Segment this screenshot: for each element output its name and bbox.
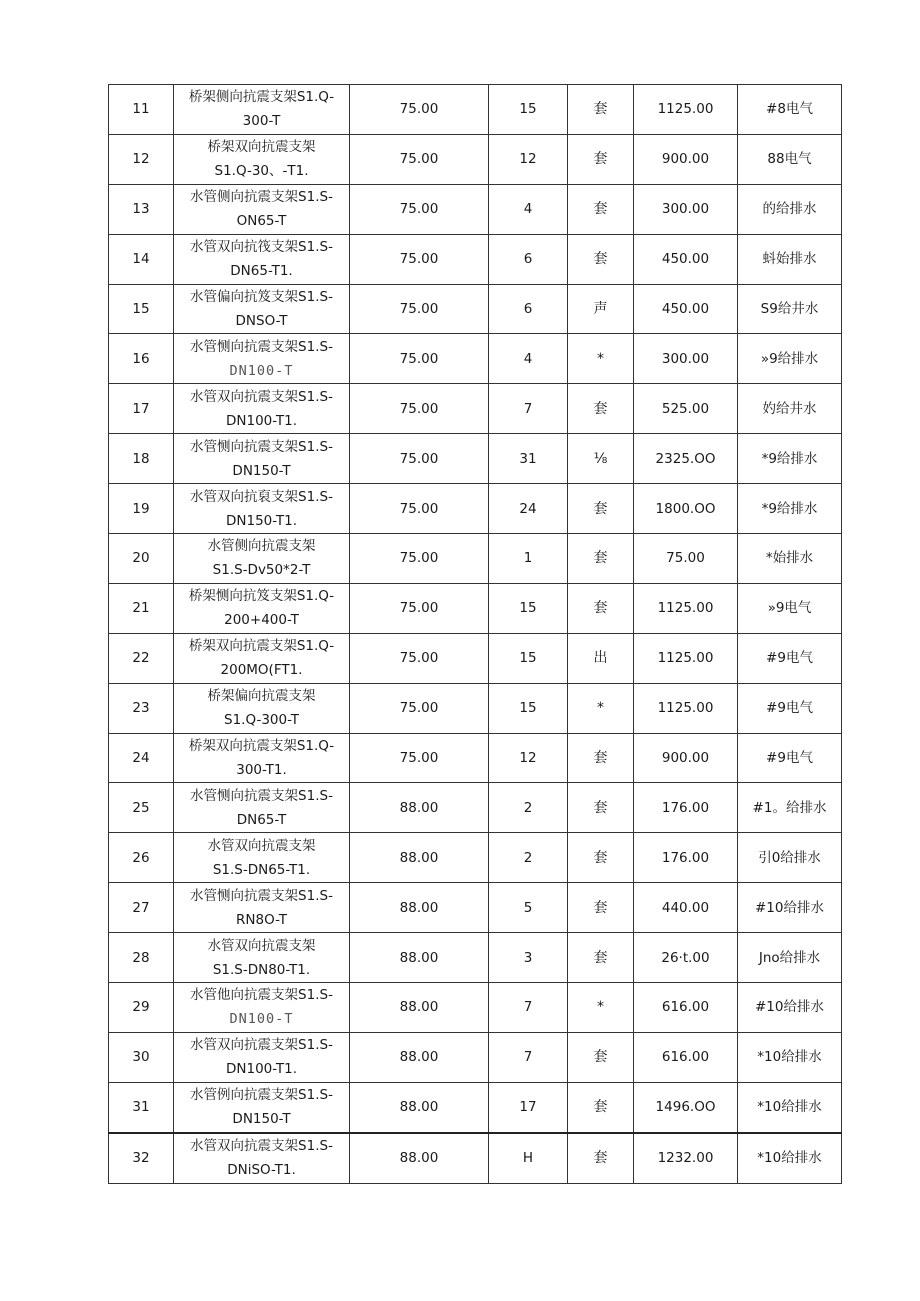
unit-price-cell: 75.00 xyxy=(350,633,489,683)
unit-price-cell: 75.00 xyxy=(350,484,489,534)
row-number-cell: 25 xyxy=(109,783,174,833)
item-name-cell xyxy=(174,633,350,683)
category-cell: #10给排水 xyxy=(738,883,842,933)
item-name-line1: 桥架双向抗震支架S1.Q- xyxy=(188,738,335,755)
item-name-cell xyxy=(174,883,350,933)
quantity-cell: 15 xyxy=(489,633,568,683)
category-cell: 引0给排水 xyxy=(738,833,842,883)
row-number-cell: 11 xyxy=(109,85,174,135)
item-name-cell xyxy=(174,534,350,584)
table-row xyxy=(109,1082,842,1132)
unit-price-cell: 88.00 xyxy=(350,783,489,833)
amount-cell: 26·t.00 xyxy=(634,933,738,983)
item-name-cell xyxy=(174,1133,350,1183)
quantity-cell: 6 xyxy=(489,234,568,284)
item-name-line2: DNiSO-T1. xyxy=(227,1162,296,1179)
unit-price-cell: 88.00 xyxy=(350,883,489,933)
quantity-cell: 4 xyxy=(489,184,568,234)
amount-cell: 900.00 xyxy=(634,733,738,783)
amount-cell: 2325.OO xyxy=(634,434,738,484)
item-name-line2: DN65-T1. xyxy=(230,263,293,280)
unit-price-cell: 75.00 xyxy=(350,85,489,135)
item-name-cell xyxy=(174,983,350,1033)
item-name-line1: 水管侧向抗震支架 xyxy=(207,538,316,555)
table-row xyxy=(109,284,842,334)
category-cell: 蚪始排水 xyxy=(738,234,842,284)
unit-cell: 套 xyxy=(568,1133,634,1183)
category-cell: *9给排水 xyxy=(738,434,842,484)
row-number-cell: 18 xyxy=(109,434,174,484)
unit-cell: 套 xyxy=(568,234,634,284)
item-name-line1: 水管恻向抗震支架S1.S- xyxy=(190,438,333,455)
unit-price-cell: 75.00 xyxy=(350,434,489,484)
amount-cell: 176.00 xyxy=(634,783,738,833)
amount-cell: 450.00 xyxy=(634,234,738,284)
item-name-line1: 水管偏向抗笈支架S1.S- xyxy=(190,289,333,305)
row-number-cell: 16 xyxy=(109,334,174,384)
row-number-cell: 32 xyxy=(109,1133,174,1183)
row-number-cell: 13 xyxy=(109,184,174,234)
row-number-cell: 27 xyxy=(109,883,174,933)
category-cell: *9给排水 xyxy=(738,484,842,534)
unit-price-cell: 88.00 xyxy=(350,1133,489,1183)
item-name-line2: DN150-T1. xyxy=(225,512,298,529)
category-cell: #1。给排水 xyxy=(738,783,842,833)
category-cell: *10给排水 xyxy=(738,1133,842,1183)
table-row xyxy=(109,534,842,584)
unit-cell: * xyxy=(568,334,634,384)
unit-cell: 套 xyxy=(568,933,634,983)
amount-cell: 616.00 xyxy=(634,983,738,1033)
unit-cell: 套 xyxy=(568,534,634,584)
amount-cell: 1232.00 xyxy=(634,1133,738,1183)
item-name-line2: ON65-T xyxy=(236,213,287,230)
table-row xyxy=(109,85,842,135)
unit-cell: 套 xyxy=(568,484,634,534)
item-name-line1: 水管双向抗裒支架S1.S- xyxy=(190,488,333,505)
table-row xyxy=(109,1032,842,1082)
item-name-cell xyxy=(174,1082,350,1132)
amount-cell: 1125.00 xyxy=(634,633,738,683)
unit-cell: 套 xyxy=(568,1082,634,1132)
quantity-cell: 12 xyxy=(489,733,568,783)
item-name-line1: 水管恻向抗震支架S1.S- xyxy=(190,887,333,904)
row-number-cell: 20 xyxy=(109,534,174,584)
item-name-line2: DN100-T1. xyxy=(225,1061,298,1078)
item-name-line1: 水管恻向抗震支架S1.S- xyxy=(190,338,333,355)
table-row xyxy=(109,484,842,534)
amount-cell: 300.00 xyxy=(634,184,738,234)
item-name-cell xyxy=(174,384,350,434)
amount-cell: 1800.OO xyxy=(634,484,738,534)
amount-cell: 176.00 xyxy=(634,833,738,883)
item-name-cell xyxy=(174,1032,350,1082)
item-name-line1: 水管他向抗震支架S1.S- xyxy=(190,987,333,1004)
table-row xyxy=(109,683,842,733)
item-name-cell xyxy=(174,733,350,783)
item-name-line2: RN8O-T xyxy=(236,911,287,928)
unit-price-cell: 88.00 xyxy=(350,933,489,983)
quantity-cell: 12 xyxy=(489,134,568,184)
table-row xyxy=(109,234,842,284)
unit-price-cell: 88.00 xyxy=(350,1082,489,1132)
table-row xyxy=(109,783,842,833)
table-row xyxy=(109,384,842,434)
unit-price-cell: 75.00 xyxy=(350,384,489,434)
unit-price-cell: 88.00 xyxy=(350,833,489,883)
unit-cell: 套 xyxy=(568,384,634,434)
amount-cell: 75.00 xyxy=(634,534,738,584)
unit-price-cell: 75.00 xyxy=(350,234,489,284)
row-number-cell: 28 xyxy=(109,933,174,983)
row-number-cell: 21 xyxy=(109,583,174,633)
category-cell: *10给排水 xyxy=(738,1082,842,1132)
unit-cell: 套 xyxy=(568,184,634,234)
item-name-cell xyxy=(174,833,350,883)
item-name-line1: 水管例向抗震支架S1.S- xyxy=(190,1087,333,1104)
item-name-line2: 200MO(FT1. xyxy=(220,662,303,679)
item-name-cell xyxy=(174,334,350,384)
item-name-cell xyxy=(174,783,350,833)
row-number-cell: 29 xyxy=(109,983,174,1033)
category-cell: Jno给排水 xyxy=(738,933,842,983)
item-name-cell xyxy=(174,683,350,733)
item-name-cell xyxy=(174,85,350,135)
unit-price-cell: 75.00 xyxy=(350,284,489,334)
quantity-cell: 24 xyxy=(489,484,568,534)
item-name-line1: 桥架恻向抗笈支架S1.Q- xyxy=(188,588,335,605)
row-number-cell: 26 xyxy=(109,833,174,883)
table-row xyxy=(109,883,842,933)
unit-cell: 套 xyxy=(568,833,634,883)
unit-price-cell: 75.00 xyxy=(350,134,489,184)
item-name-line1: 水管双向抗震支架 xyxy=(207,837,316,854)
quantity-cell: 15 xyxy=(489,583,568,633)
amount-cell: 616.00 xyxy=(634,1032,738,1082)
table-row xyxy=(109,933,842,983)
item-name-line1: 水管双向抗震支架S1.S- xyxy=(190,1037,333,1054)
category-cell: #10给排水 xyxy=(738,983,842,1033)
table-row xyxy=(109,833,842,883)
row-number-cell: 30 xyxy=(109,1032,174,1082)
amount-cell: 440.00 xyxy=(634,883,738,933)
unit-price-cell: 88.00 xyxy=(350,1032,489,1082)
category-cell: 妁给井水 xyxy=(738,384,842,434)
category-cell: #9电气 xyxy=(738,683,842,733)
item-name-cell xyxy=(174,484,350,534)
item-name-cell xyxy=(174,933,350,983)
table-row xyxy=(109,184,842,234)
table-row xyxy=(109,633,842,683)
item-name-line2: 300-T xyxy=(242,113,281,130)
row-number-cell: 19 xyxy=(109,484,174,534)
item-name-line1: 桥架偏向抗震支架 xyxy=(207,688,316,705)
amount-cell: 1125.00 xyxy=(634,85,738,135)
table-row xyxy=(109,983,842,1033)
item-name-line2: S1.Q-300-T xyxy=(224,712,299,729)
unit-cell: 套 xyxy=(568,883,634,933)
unit-cell: 套 xyxy=(568,134,634,184)
unit-cell: 套 xyxy=(568,1032,634,1082)
amount-cell: 525.00 xyxy=(634,384,738,434)
amount-cell: 300.00 xyxy=(634,334,738,384)
item-name-line2: 200+400-T xyxy=(224,612,299,629)
quantity-cell: 15 xyxy=(489,683,568,733)
quantity-cell: 3 xyxy=(489,933,568,983)
category-cell: *10给排水 xyxy=(738,1032,842,1082)
unit-price-cell: 88.00 xyxy=(350,983,489,1033)
category-cell: #9电气 xyxy=(738,733,842,783)
item-name-line1: 水管双向抗震支架S1.S- xyxy=(190,1138,333,1155)
unit-cell: 套 xyxy=(568,583,634,633)
unit-price-cell: 75.00 xyxy=(350,334,489,384)
item-name-line2: DN65-T xyxy=(236,811,287,828)
table-row xyxy=(109,733,842,783)
category-cell: 88电气 xyxy=(738,134,842,184)
row-number-cell: 23 xyxy=(109,683,174,733)
item-name-line2: DN150-T xyxy=(232,1111,291,1128)
quantity-cell: 1 xyxy=(489,534,568,584)
unit-cell: ⅛ xyxy=(568,434,634,484)
unit-cell: 出 xyxy=(568,633,634,683)
amount-cell: 1125.00 xyxy=(634,683,738,733)
category-cell: #8电气 xyxy=(738,85,842,135)
row-number-cell: 22 xyxy=(109,633,174,683)
item-name-line2: DN150-T xyxy=(232,462,291,479)
unit-cell: 套 xyxy=(568,733,634,783)
row-number-cell: 24 xyxy=(109,733,174,783)
category-cell: »9给排水 xyxy=(738,334,842,384)
amount-cell: 1496.OO xyxy=(634,1082,738,1132)
unit-cell: * xyxy=(568,983,634,1033)
table-row xyxy=(109,334,842,384)
row-number-cell: 14 xyxy=(109,234,174,284)
category-cell: *始排水 xyxy=(738,534,842,584)
item-name-line2: DNSO-T xyxy=(235,313,288,329)
item-name-cell xyxy=(174,134,350,184)
table-row xyxy=(109,1133,842,1183)
quantity-cell: 4 xyxy=(489,334,568,384)
amount-cell: 450.00 xyxy=(634,284,738,334)
quantity-cell: 2 xyxy=(489,833,568,883)
item-name-cell xyxy=(174,184,350,234)
item-name-line2: S1.S-Dv50*2-T xyxy=(212,562,311,579)
item-name-line1: 水管双向抗震支架 xyxy=(207,937,316,954)
table-row xyxy=(109,583,842,633)
unit-price-cell: 75.00 xyxy=(350,534,489,584)
item-name-line2: 300-T1. xyxy=(236,762,287,779)
item-name-cell xyxy=(174,434,350,484)
category-cell: »9电气 xyxy=(738,583,842,633)
unit-price-cell: 75.00 xyxy=(350,733,489,783)
row-number-cell: 15 xyxy=(109,284,174,334)
item-name-cell xyxy=(174,284,350,334)
category-cell: S9给井水 xyxy=(738,284,842,334)
table-row xyxy=(109,134,842,184)
category-cell: 的给排水 xyxy=(738,184,842,234)
unit-cell: 套 xyxy=(568,783,634,833)
row-number-cell: 12 xyxy=(109,134,174,184)
item-name-line1: 水管双向抗震支架S1.S- xyxy=(190,388,333,405)
item-name-line1: 桥架双向抗震支架S1.Q- xyxy=(188,638,335,655)
item-name-cell xyxy=(174,583,350,633)
item-name-line2: S1.S-DN65-T1. xyxy=(212,861,311,878)
quantity-cell: 5 xyxy=(489,883,568,933)
quantity-cell: 17 xyxy=(489,1082,568,1132)
unit-price-cell: 75.00 xyxy=(350,583,489,633)
table-body xyxy=(109,85,842,1184)
item-name-line2: DN100-T xyxy=(229,362,294,379)
unit-cell: * xyxy=(568,683,634,733)
quantity-cell: 31 xyxy=(489,434,568,484)
item-name-line2: DN100-T xyxy=(229,1011,294,1028)
price-table-sheet xyxy=(108,84,841,1184)
item-name-line1: 桥架侧向抗震支架S1.Q- xyxy=(188,89,335,106)
unit-price-cell: 75.00 xyxy=(350,683,489,733)
item-name-cell xyxy=(174,234,350,284)
item-name-line1: 水管恻向抗震支架S1.S- xyxy=(190,787,333,804)
item-name-line1: 桥架双向抗震支架 xyxy=(207,139,316,156)
quantity-cell: 7 xyxy=(489,983,568,1033)
unit-cell: 套 xyxy=(568,85,634,135)
quantity-cell: 15 xyxy=(489,85,568,135)
quantity-cell: 7 xyxy=(489,384,568,434)
quantity-cell: H xyxy=(489,1133,568,1183)
price-table xyxy=(108,84,842,1184)
item-name-line1: 水管双向抗筏支架S1.S- xyxy=(190,239,333,256)
row-number-cell: 31 xyxy=(109,1082,174,1132)
quantity-cell: 7 xyxy=(489,1032,568,1082)
amount-cell: 1125.00 xyxy=(634,583,738,633)
quantity-cell: 6 xyxy=(489,284,568,334)
unit-price-cell: 75.00 xyxy=(350,184,489,234)
item-name-line2: S1.S-DN80-T1. xyxy=(212,961,311,978)
unit-cell: 声 xyxy=(568,284,634,334)
category-cell: #9电气 xyxy=(738,633,842,683)
item-name-line1: 水管侧向抗震支架S1.S- xyxy=(190,189,333,206)
amount-cell: 900.00 xyxy=(634,134,738,184)
row-number-cell: 17 xyxy=(109,384,174,434)
table-row xyxy=(109,434,842,484)
quantity-cell: 2 xyxy=(489,783,568,833)
item-name-line2: S1.Q-30、-T1. xyxy=(214,163,309,180)
item-name-line2: DN100-T1. xyxy=(225,412,298,429)
